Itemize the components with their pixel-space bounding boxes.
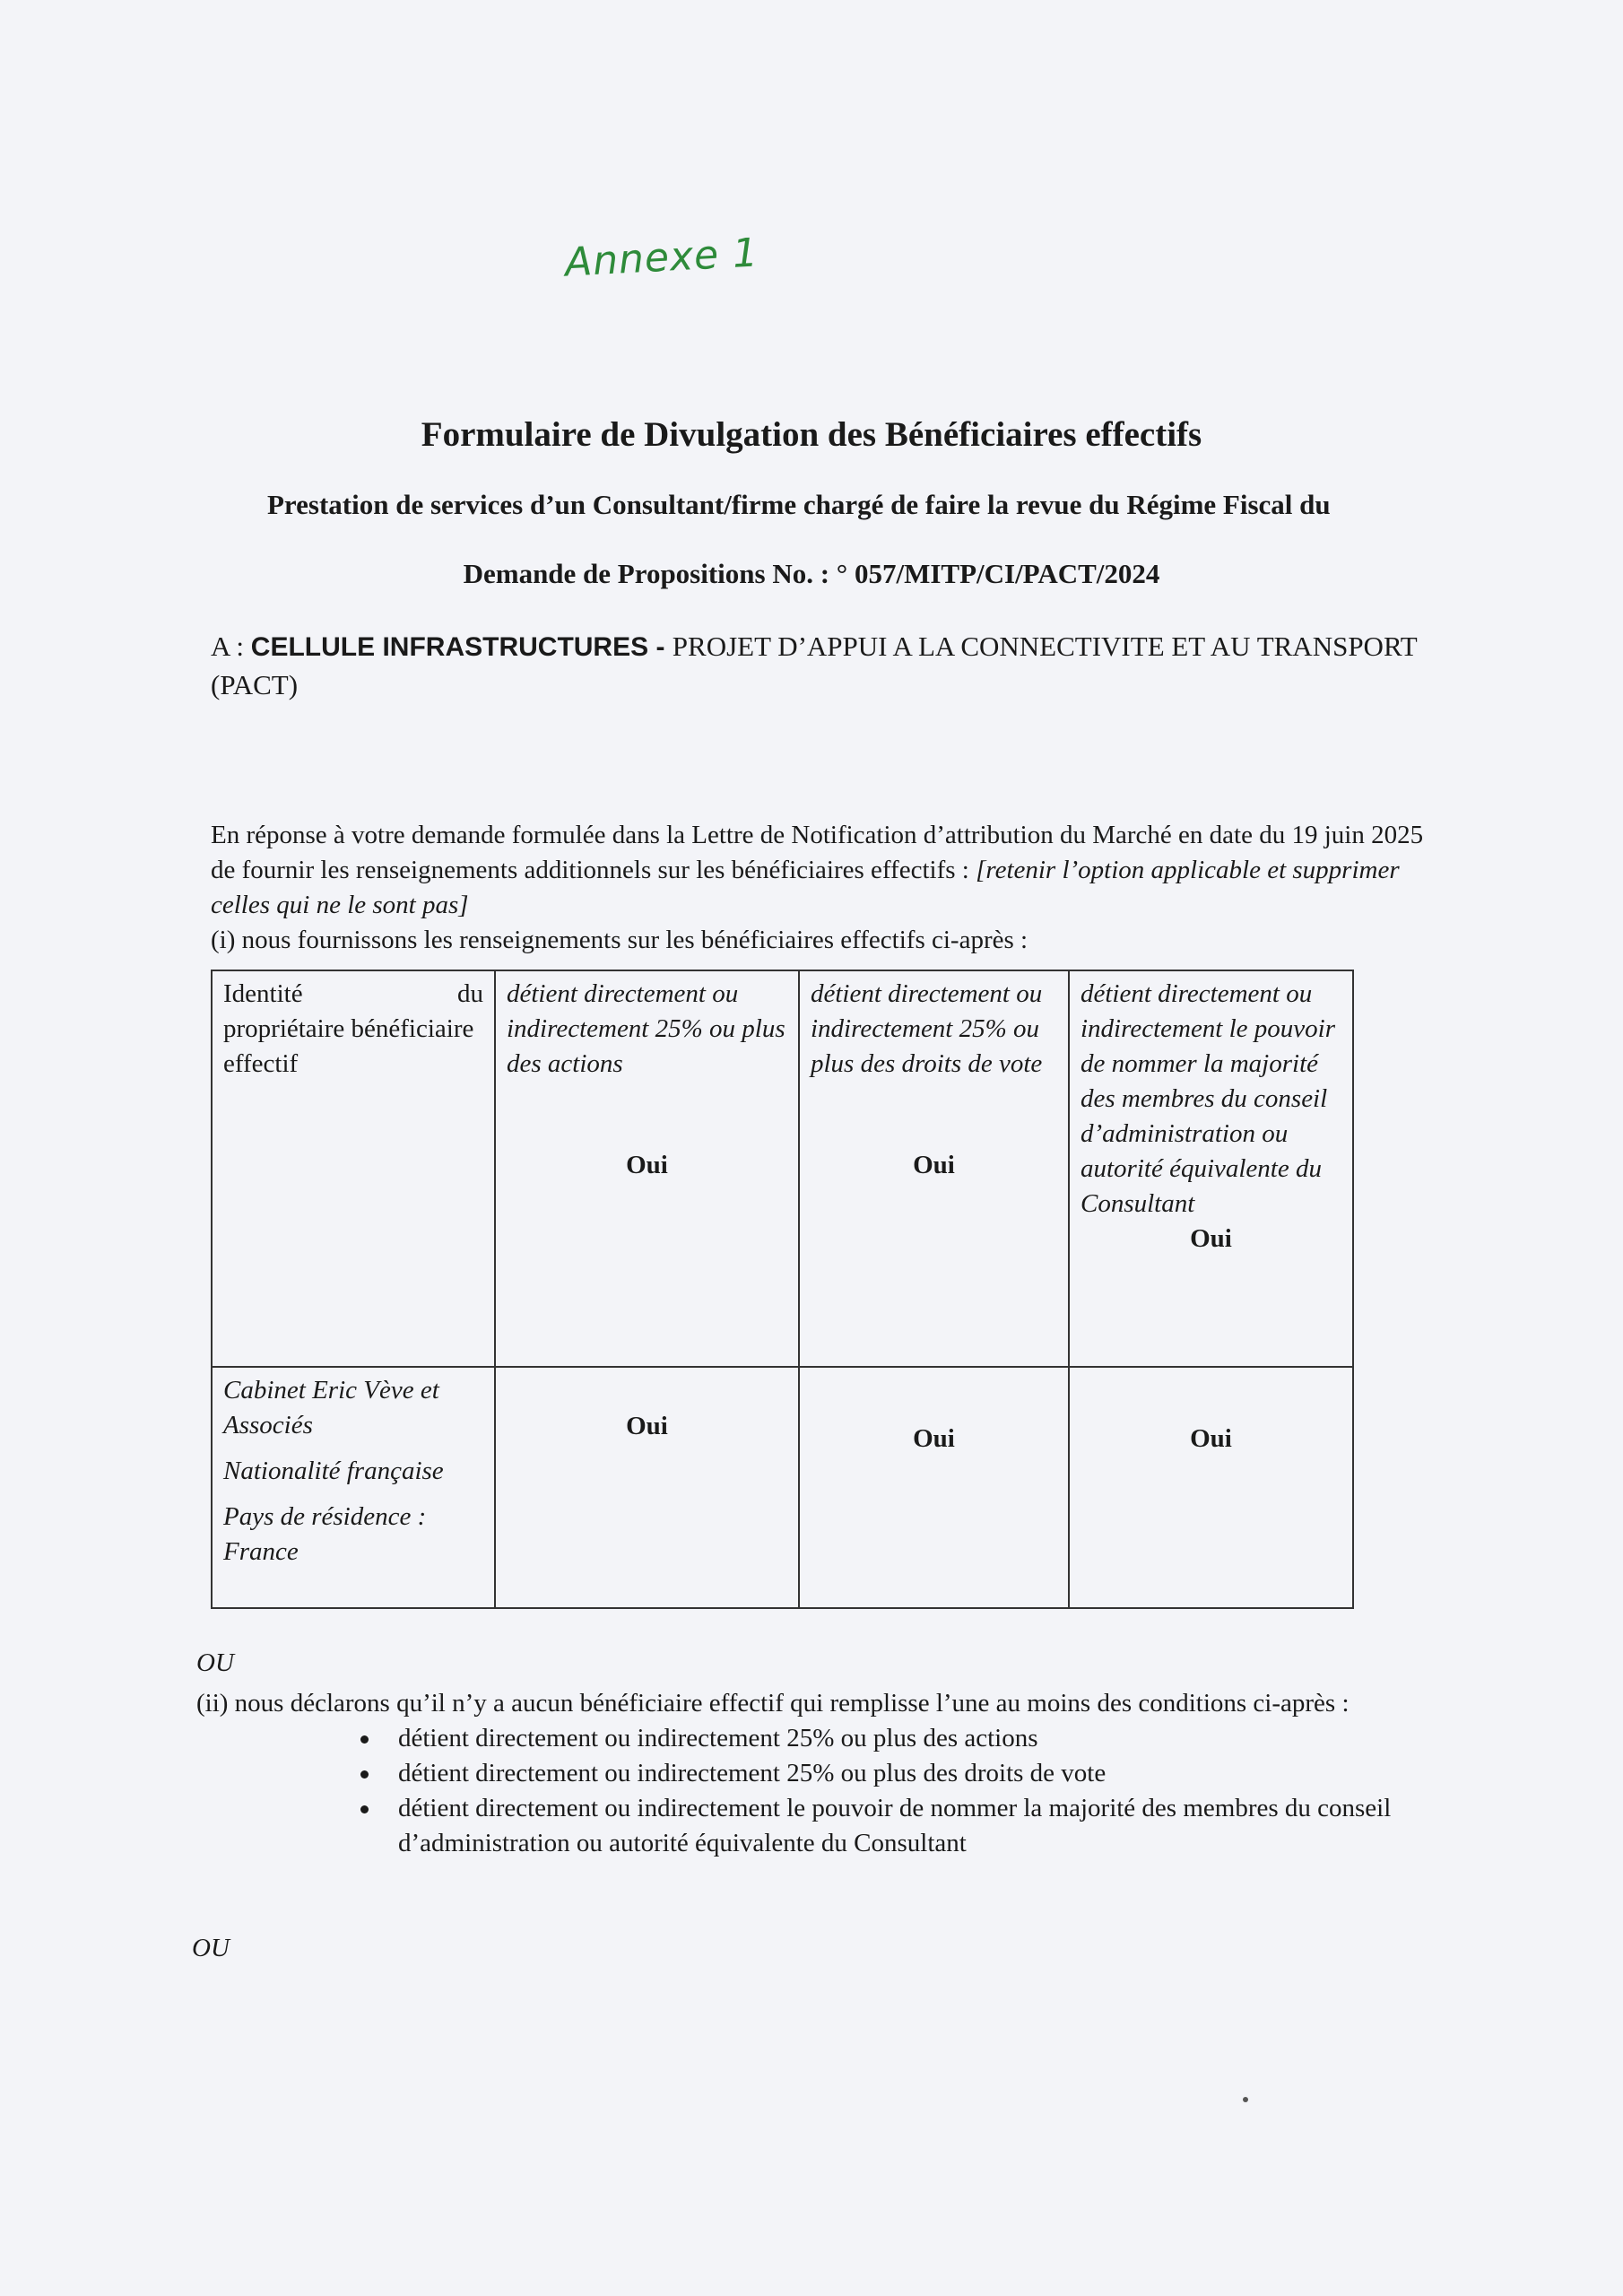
row-votes <box>799 1367 1069 1608</box>
row-board <box>1069 1367 1353 1608</box>
row-shares-value: Oui <box>626 1412 668 1440</box>
or-separator-2: OU <box>192 1934 230 1962</box>
condition-item: détient directement ou indirectement le pouvoir de nommer la majorité des membres du conseil d’administration ou autorité équivalente du Consultant <box>398 1791 1452 1861</box>
addressee-project: PROJET D’APPUI A LA CONNECTIVITE ET AU TRANSPORT (PACT) <box>211 631 1418 700</box>
paper-speck <box>1243 2097 1248 2102</box>
condition-item: détient directement ou indirectement 25% ou plus des droits de vote <box>398 1756 1452 1791</box>
option-ii: (ii) nous déclarons qu’il n’y a aucun bénéficiaire effectif qui remplisse l’une au moins des conditions ci-après : <box>196 1689 1350 1718</box>
header-shares-label: détient directement ou indirectement 25% ou plus des actions <box>507 979 785 1078</box>
proposal-reference: Demande de Propositions No. : ° 057/MITP/CI/PACT/2024 <box>463 558 1160 589</box>
header-votes-label: détient directement ou indirectement 25% ou plus des droits de vote <box>811 979 1043 1078</box>
addressee-entity: CELLULE INFRASTRUCTURES - <box>250 632 673 662</box>
option-ii-block <box>196 1686 1452 1861</box>
option-i: (i) nous fournissons les renseignements sur les bénéficiaires effectifs ci-après : <box>211 926 1028 954</box>
header-votes-value: Oui <box>913 1151 955 1179</box>
intro-text: En réponse à votre demande formulée dans la Lettre de Notification d’attribution du Marché en date du 19 juin 2025 de fournir les renseignements additionnels sur les bénéficiaires effectifs : <box>211 821 1424 884</box>
header-shares <box>495 970 799 1367</box>
condition-item: détient directement ou indirectement 25% ou plus des actions <box>398 1721 1452 1756</box>
or-separator-1: OU <box>196 1648 234 1677</box>
handwritten-annexe-note: Annexe 1 <box>563 230 760 286</box>
addressee <box>211 628 1448 704</box>
header-identity <box>212 970 495 1367</box>
header-votes <box>799 970 1069 1367</box>
document-subtitle: Prestation de services d’un Consultant/firme chargé de faire la revue du Régime Fiscal du <box>267 489 1331 520</box>
header-identity-word: Identité <box>223 979 303 1008</box>
document-title: Formulaire de Divulgation des Bénéficiaires effectifs <box>421 415 1202 454</box>
row-board-value: Oui <box>1190 1424 1232 1453</box>
beneficial-owners-table <box>211 970 1354 1609</box>
intro-paragraph <box>211 818 1448 958</box>
row-shares <box>495 1367 799 1608</box>
intro-instruction: [retenir l’option applicable et supprimer celles qui ne le sont pas] <box>211 856 1400 919</box>
conditions-list <box>196 1721 1452 1861</box>
addressee-prefix: A : <box>211 631 251 662</box>
header-board-label: détient directement ou indirectement le pouvoir de nommer la majorité des membres du conseil d’administration ou autorité équivalente du Consultant <box>1081 979 1336 1218</box>
table-row <box>212 1367 1353 1608</box>
owner-residence: Pays de résidence : France <box>223 1502 427 1566</box>
header-identity-du: du <box>457 979 483 1008</box>
header-board <box>1069 970 1353 1367</box>
row-votes-value: Oui <box>913 1424 955 1453</box>
owner-identity <box>212 1367 495 1608</box>
header-shares-value: Oui <box>626 1151 668 1179</box>
table-header-row <box>212 970 1353 1367</box>
owner-nationality: Nationalité française <box>223 1457 444 1485</box>
header-board-value: Oui <box>1190 1224 1232 1253</box>
owner-name: Cabinet Eric Vève et Associés <box>223 1376 439 1439</box>
header-identity-rest: propriétaire bénéficiaire effectif <box>223 1014 474 1078</box>
